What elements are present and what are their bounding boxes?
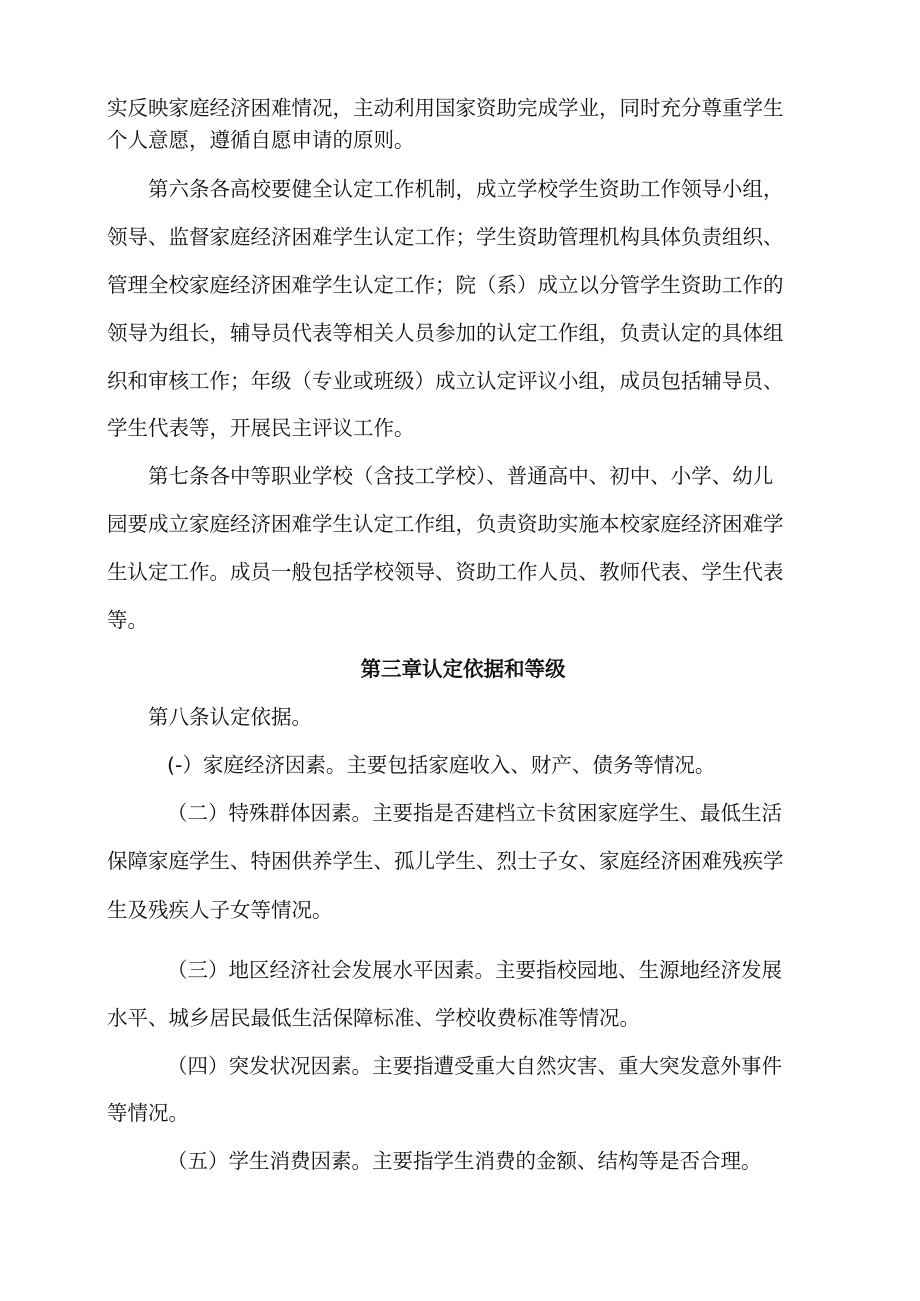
- article-7-line-3: 生认定工作。成员一般包括学校领导、资助工作人员、教师代表、学生代表: [107, 560, 784, 584]
- article-7-line-2: 园要成立家庭经济困难学生认定工作组，负责资助实施本校家庭经济困难学: [107, 512, 784, 536]
- paragraph-continuation-line-1: 实反映家庭经济困难情况，主动利用国家资助完成学业，同时充分尊重学生: [107, 96, 784, 120]
- factor-3-line-1: （三）地区经济社会发展水平因素。主要指校园地、生源地经济发展: [167, 958, 782, 982]
- article-6-line-1: 第六条各高校要健全认定工作机制，成立学校学生资助工作领导小组，: [148, 177, 784, 201]
- paragraph-continuation-line-2: 个人意愿，遵循自愿申请的原则。: [107, 128, 415, 152]
- article-6-line-3: 管理全校家庭经济困难学生认定工作；院（系）成立以分管学生资助工作的: [107, 273, 784, 297]
- factor-5-line-1: （五）学生消费因素。主要指学生消费的金额、结构等是否合理。: [167, 1149, 762, 1173]
- factor-2-line-1: （二）特殊群体因素。主要指是否建档立卡贫困家庭学生、最低生活: [167, 801, 782, 825]
- article-6-line-2: 领导、监督家庭经济困难学生认定工作；学生资助管理机构具体负责组织、: [107, 225, 784, 249]
- factor-1-line-1: (-）家庭经济因素。主要包括家庭收入、财产、债务等情况。: [167, 753, 716, 777]
- article-6-line-5: 织和审核工作；年级（专业或班级）成立认定评议小组，成员包括辅导员、: [107, 369, 784, 393]
- factor-2-line-2: 保障家庭学生、特困供养学生、孤儿学生、烈士子女、家庭经济困难残疾学: [107, 849, 784, 873]
- factor-4-line-2: 等情况。: [107, 1101, 189, 1125]
- article-8-intro: 第八条认定依据。: [148, 705, 312, 729]
- article-7-line-4: 等。: [107, 608, 148, 632]
- article-6-line-6: 学生代表等，开展民主评议工作。: [107, 416, 415, 440]
- factor-3-line-2: 水平、城乡居民最低生活保障标准、学校收费标准等情况。: [107, 1006, 640, 1030]
- factor-2-line-3: 生及残疾人子女等情况。: [107, 898, 333, 922]
- chapter-heading: 第三章认定依据和等级: [360, 657, 566, 681]
- article-7-line-1: 第七条各中等职业学校（含技工学校）、普通高中、初中、小学、幼儿: [148, 464, 774, 488]
- article-6-line-4: 领导为组长，辅导员代表等相关人员参加的认定工作组，负责认定的具体组: [107, 321, 784, 345]
- factor-4-line-1: （四）突发状况因素。主要指遭受重大自然灾害、重大突发意外事件: [167, 1054, 782, 1078]
